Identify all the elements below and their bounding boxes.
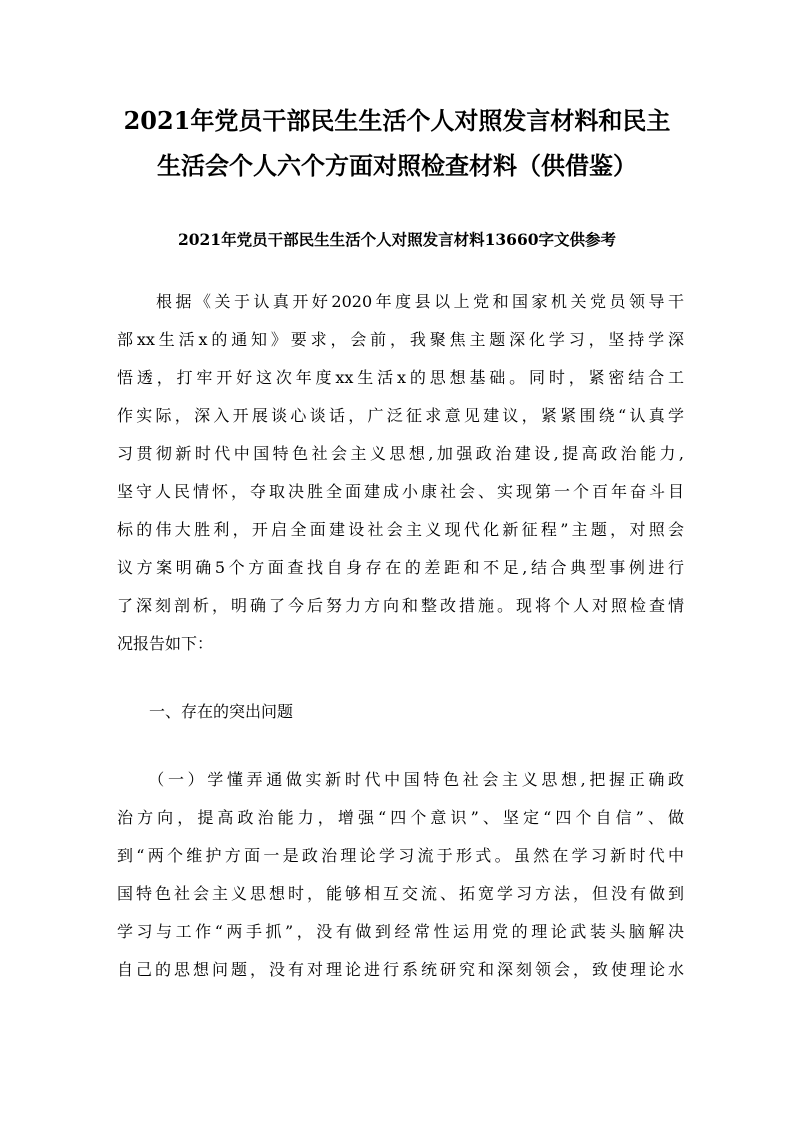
section-heading: 一、存在的突出问题 bbox=[117, 702, 294, 721]
intro-line: 根据《关于认真开好2020年度县以上党和国家机关党员领导干 bbox=[117, 292, 684, 311]
subsection-line: 到“两个维护方面一是政治理论学习流于形式。虽然在学习新时代中 bbox=[117, 846, 684, 865]
subsection-line: 治方向，提高政治能力，增强“四个意识”、坚定“四个自信”、做 bbox=[117, 808, 684, 827]
intro-line: 议方案明确5个方面查找自身存在的差距和不足,结合典型事例进行 bbox=[117, 558, 684, 577]
intro-line: 况报告如下： bbox=[117, 634, 214, 653]
subsection-line: （一）学懂弄通做实新时代中国特色社会主义思想,把握正确政 bbox=[117, 770, 684, 789]
document-title bbox=[100, 98, 694, 188]
intro-line: 作实际，深入开展谈心谈话，广泛征求意见建议，紧紧围绕“认真学 bbox=[117, 406, 684, 425]
title-line-1: 2021年党员干部民生生活个人对照发言材料和民主 bbox=[123, 106, 671, 135]
subsection-line: 国特色社会主义思想时，能够相互交流、拓宽学习方法，但没有做到 bbox=[117, 884, 684, 903]
intro-line: 坚守人民情怀，夺取决胜全面建成小康社会、实现第一个百年奋斗目 bbox=[117, 482, 684, 501]
intro-line: 了深刻剖析，明确了今后努力方向和整改措施。现将个人对照检查情 bbox=[117, 596, 684, 615]
intro-line: 悟透，打牢开好这次年度xx生活x的思想基础。同时，紧密结合工 bbox=[117, 368, 684, 387]
document-subtitle: 2021年党员干部民生生活个人对照发言材料13660字文供参考 bbox=[177, 230, 617, 249]
subsection-line: 学习与工作“两手抓”，没有做到经常性运用党的理论武装头脑解决 bbox=[117, 922, 684, 941]
title-line-2: 生活会个人六个方面对照检查材料（供借鉴） bbox=[157, 151, 637, 180]
subsection-line: 自己的思想问题，没有对理论进行系统研究和深刻领会，致使理论水 bbox=[117, 960, 684, 979]
intro-line: 标的伟大胜利，开启全面建设社会主义现代化新征程”主题，对照会 bbox=[117, 520, 684, 539]
intro-line: 习贯彻新时代中国特色社会主义思想,加强政治建设,提高政治能力, bbox=[117, 444, 684, 463]
intro-line: 部xx生活x的通知》要求，会前，我聚焦主题深化学习，坚持学深 bbox=[117, 330, 684, 349]
